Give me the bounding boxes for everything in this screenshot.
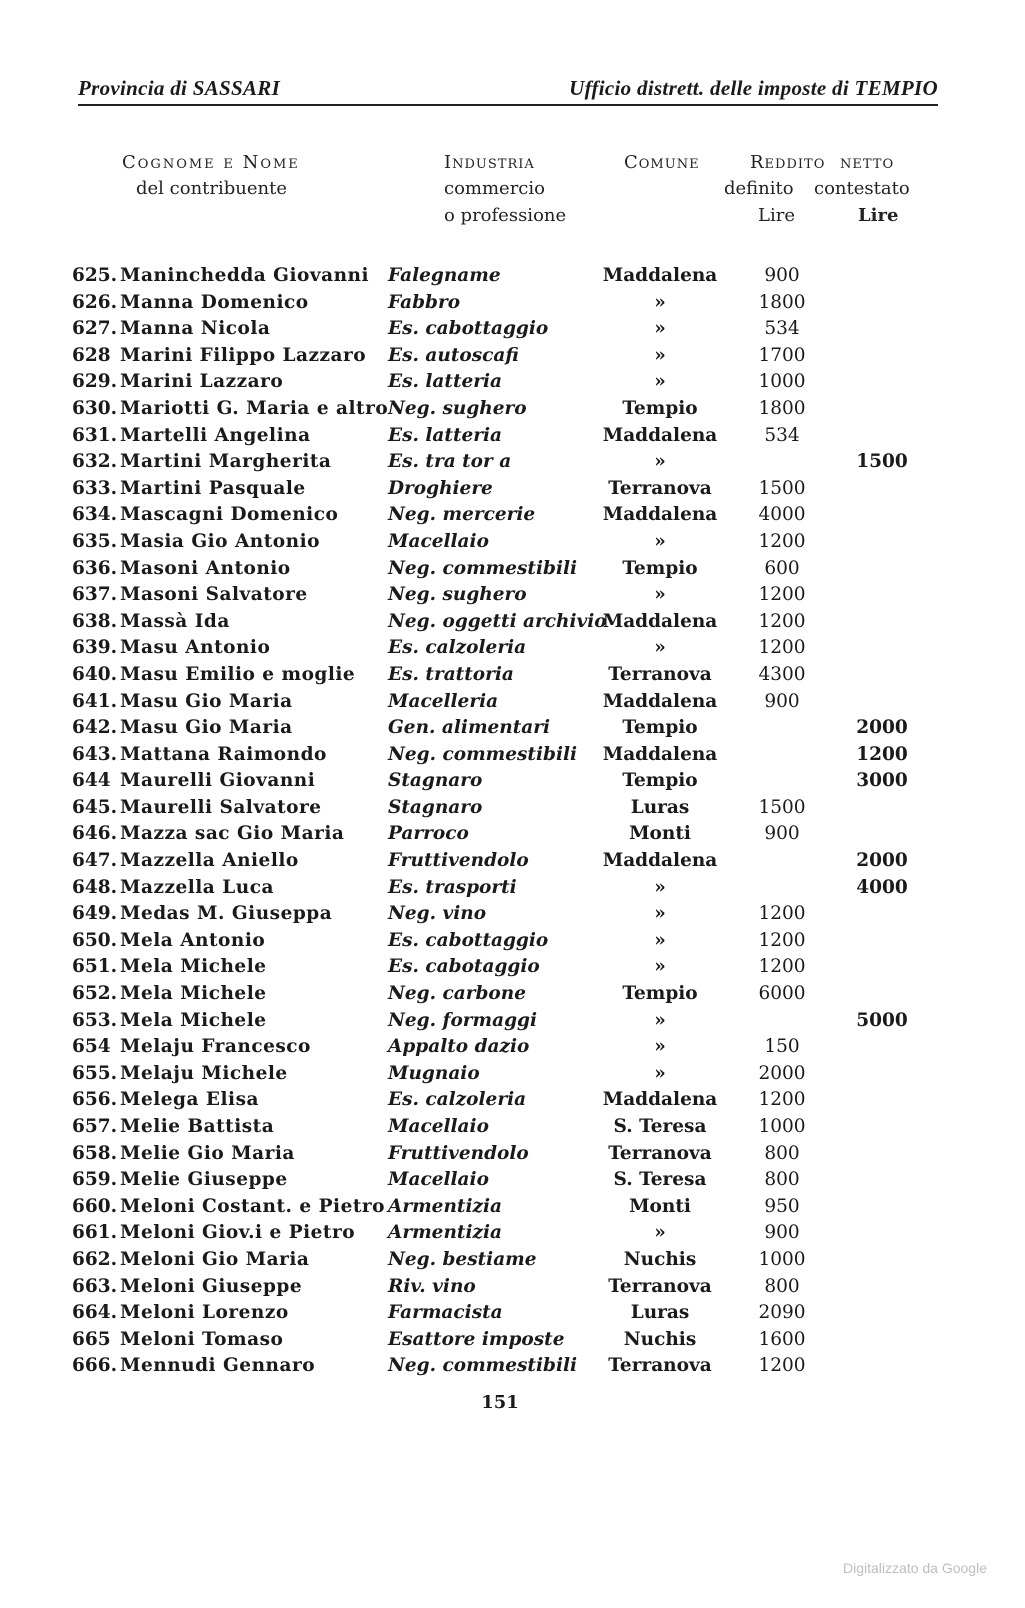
industry-cell: Es. cabottaggio — [388, 929, 549, 951]
col-reddito-heading: Reddito — [750, 152, 826, 173]
industry-cell: Farmacista — [388, 1302, 503, 1324]
table-row — [72, 423, 952, 450]
comune-cell: Maddalena — [602, 504, 718, 526]
comune-cell: Monti — [629, 1195, 691, 1217]
income-definito-cell: 534 — [764, 318, 800, 340]
industry-cell: Parroco — [388, 823, 469, 845]
income-definito-cell: 150 — [764, 1036, 800, 1058]
row-number: 634. — [72, 504, 118, 526]
taxpayer-name: Masoni Salvatore — [120, 584, 308, 606]
row-number: 664. — [72, 1302, 118, 1324]
comune-cell: » — [654, 1062, 666, 1084]
row-number: 655. — [72, 1062, 118, 1084]
industry-cell: Es. tra tor a — [388, 451, 512, 473]
table-row — [72, 662, 952, 689]
col-name-heading: Cognome e Nome — [122, 152, 300, 173]
table-row — [72, 396, 952, 423]
industry-cell: Macelleria — [388, 690, 499, 712]
table-row — [72, 502, 952, 529]
income-contestato-cell: 5000 — [856, 1009, 908, 1031]
income-definito-cell: 534 — [764, 424, 800, 446]
table-row — [72, 954, 952, 981]
page-header — [78, 74, 938, 106]
industry-cell: Esattore imposte — [388, 1328, 565, 1350]
taxpayer-name: Masu Gio Maria — [120, 717, 293, 739]
table-row — [72, 1167, 952, 1194]
row-number: 646. — [72, 823, 118, 845]
industry-cell: Es. latteria — [388, 424, 503, 446]
income-definito-cell: 1000 — [758, 1248, 806, 1270]
taxpayer-name: Mattana Raimondo — [120, 743, 327, 765]
industry-cell: Mugnaio — [388, 1062, 480, 1084]
col-lire-contestato: Lire — [858, 205, 899, 226]
header-office: Ufficio distrett. delle imposte di TEMPIO — [569, 76, 938, 100]
income-contestato-cell: 4000 — [856, 876, 908, 898]
income-definito-cell: 800 — [764, 1142, 800, 1164]
table-row — [72, 476, 952, 503]
income-definito-cell: 1500 — [758, 796, 806, 818]
income-definito-cell: 4300 — [758, 663, 806, 685]
row-number: 651. — [72, 956, 118, 978]
income-contestato-cell: 3000 — [856, 770, 908, 792]
taxpayer-name: Melie Giuseppe — [120, 1169, 288, 1191]
row-number: 636. — [72, 557, 118, 579]
row-number: 665 — [72, 1328, 111, 1350]
col-netto-heading: netto — [840, 152, 895, 173]
industry-cell: Neg. oggetti archivio — [388, 610, 607, 632]
taxpayer-name: Martelli Angelina — [120, 424, 311, 446]
table-row — [72, 1247, 952, 1274]
industry-cell: Neg. commestibili — [388, 557, 578, 579]
row-number: 652. — [72, 983, 118, 1005]
taxpayer-name: Massà Ida — [120, 610, 230, 632]
row-number: 648. — [72, 876, 118, 898]
table-row — [72, 582, 952, 609]
taxpayer-name: Maurelli Giovanni — [120, 770, 316, 792]
taxpayer-name: Maurelli Salvatore — [120, 796, 322, 818]
income-definito-cell: 800 — [764, 1169, 800, 1191]
income-definito-cell: 1600 — [758, 1328, 806, 1350]
income-definito-cell: 800 — [764, 1275, 800, 1297]
industry-cell: Stagnaro — [388, 796, 483, 818]
row-number: 663. — [72, 1275, 118, 1297]
comune-cell: Tempio — [622, 770, 698, 792]
income-definito-cell: 900 — [764, 690, 800, 712]
comune-cell: Tempio — [622, 557, 698, 579]
taxpayer-name: Melaju Michele — [120, 1062, 288, 1084]
taxpayer-name: Mazza sac Gio Maria — [120, 823, 345, 845]
table-row — [72, 1008, 952, 1035]
row-number: 642. — [72, 717, 118, 739]
table-row — [72, 1220, 952, 1247]
row-number: 662. — [72, 1248, 118, 1270]
taxpayer-name: Martini Pasquale — [120, 477, 306, 499]
row-number: 640. — [72, 663, 118, 685]
taxpayer-name: Melaju Francesco — [120, 1036, 311, 1058]
taxpayer-name: Mela Michele — [120, 983, 267, 1005]
col-industry-heading: Industria — [444, 152, 535, 173]
row-number: 637. — [72, 584, 118, 606]
industry-cell: Macellaio — [388, 530, 489, 552]
taxpayer-name: Masia Gio Antonio — [120, 530, 320, 552]
table-row — [72, 928, 952, 955]
industry-cell: Neg. carbone — [388, 983, 526, 1005]
taxpayer-name: Mariotti G. Maria e altro — [120, 397, 389, 419]
comune-cell: » — [654, 584, 666, 606]
comune-cell: » — [654, 451, 666, 473]
header-province: Provincia di SASSARI — [78, 76, 281, 100]
row-number: 666. — [72, 1355, 118, 1377]
taxpayer-name: Meloni Lorenzo — [120, 1302, 289, 1324]
table-row — [72, 1034, 952, 1061]
comune-cell: Monti — [629, 823, 691, 845]
table-row — [72, 795, 952, 822]
row-number: 633. — [72, 477, 118, 499]
row-number: 645. — [72, 796, 118, 818]
row-number: 631. — [72, 424, 118, 446]
income-definito-cell: 2000 — [758, 1062, 806, 1084]
comune-cell: » — [654, 371, 666, 393]
col-industry-sub1: commercio — [444, 178, 545, 199]
digitization-footer: Digitalizzato da Google — [843, 1560, 987, 1576]
comune-cell: Maddalena — [602, 690, 718, 712]
row-number: 629. — [72, 371, 118, 393]
row-number: 641. — [72, 690, 118, 712]
industry-cell: Fruttivendolo — [388, 1142, 529, 1164]
comune-cell: Terranova — [608, 1355, 712, 1377]
col-lire-definito: Lire — [758, 205, 795, 226]
taxpayer-name: Melie Gio Maria — [120, 1142, 295, 1164]
row-number: 627. — [72, 318, 118, 340]
row-number: 632. — [72, 451, 118, 473]
comune-cell: » — [654, 1009, 666, 1031]
table-row — [72, 609, 952, 636]
taxpayer-name: Meloni Giuseppe — [120, 1275, 303, 1297]
comune-cell: » — [654, 903, 666, 925]
industry-cell: Armentizia — [388, 1222, 502, 1244]
industry-cell: Es. cabotaggio — [388, 956, 540, 978]
income-definito-cell: 950 — [764, 1195, 800, 1217]
table-row — [72, 821, 952, 848]
comune-cell: » — [654, 876, 666, 898]
industry-cell: Fabbro — [388, 291, 461, 313]
table-row — [72, 981, 952, 1008]
table-row — [72, 635, 952, 662]
comune-cell: Terranova — [608, 1142, 712, 1164]
page-number: 151 — [481, 1392, 519, 1413]
table-row — [72, 1274, 952, 1301]
row-number: 635. — [72, 530, 118, 552]
industry-cell: Neg. sughero — [388, 584, 527, 606]
taxpayer-name: Mela Michele — [120, 1009, 267, 1031]
col-comune-heading: Comune — [624, 152, 700, 173]
table-row — [72, 449, 952, 476]
table-row — [72, 689, 952, 716]
taxpayer-name: Meloni Tomaso — [120, 1328, 284, 1350]
income-definito-cell: 1200 — [758, 903, 806, 925]
industry-cell: Es. trasporti — [388, 876, 517, 898]
table-row — [72, 1300, 952, 1327]
income-definito-cell: 1200 — [758, 956, 806, 978]
taxpayer-table — [72, 263, 952, 1380]
income-contestato-cell: 1500 — [856, 451, 908, 473]
comune-cell: » — [654, 1036, 666, 1058]
row-number: 639. — [72, 637, 118, 659]
table-row — [72, 1194, 952, 1221]
income-definito-cell: 1800 — [758, 291, 806, 313]
income-definito-cell: 1000 — [758, 1116, 806, 1137]
industry-cell: Neg. vino — [388, 903, 487, 925]
comune-cell: » — [654, 956, 666, 978]
comune-cell: Nuchis — [623, 1328, 697, 1350]
table-row — [72, 369, 952, 396]
comune-cell: Maddalena — [602, 743, 718, 765]
row-number: 643. — [72, 743, 118, 765]
income-definito-cell: 900 — [764, 265, 800, 286]
income-definito-cell: 1500 — [758, 477, 806, 499]
taxpayer-name: Mazzella Luca — [120, 876, 274, 898]
comune-cell: » — [654, 344, 666, 366]
col-name-sub: del contribuente — [136, 178, 288, 199]
industry-cell: Stagnaro — [388, 770, 483, 792]
taxpayer-name: Martini Margherita — [120, 451, 332, 473]
income-definito-cell: 1200 — [758, 610, 806, 632]
row-number: 657. — [72, 1116, 118, 1137]
comune-cell: Terranova — [608, 477, 712, 499]
taxpayer-name: Manna Domenico — [120, 291, 309, 313]
taxpayer-name: Masu Antonio — [120, 637, 271, 659]
taxpayer-name: Meloni Costant. e Pietro — [120, 1195, 385, 1217]
industry-cell: Droghiere — [388, 477, 493, 499]
row-number: 649. — [72, 903, 118, 925]
table-row — [72, 1353, 952, 1380]
industry-cell: Es. latteria — [388, 371, 503, 393]
table-row — [72, 1114, 952, 1141]
table-row — [72, 715, 952, 742]
row-number: 647. — [72, 850, 118, 872]
table-row — [72, 1061, 952, 1088]
taxpayer-name: Meloni Gio Maria — [120, 1248, 310, 1270]
industry-cell: Es. calzoleria — [388, 1089, 527, 1111]
table-row — [72, 316, 952, 343]
table-row — [72, 1087, 952, 1114]
table-row — [72, 343, 952, 370]
taxpayer-name: Marini Lazzaro — [120, 371, 284, 393]
income-definito-cell: 4000 — [758, 504, 806, 526]
income-definito-cell: 1000 — [758, 371, 806, 393]
income-definito-cell: 900 — [764, 823, 800, 845]
taxpayer-name: Meloni Giov.i e Pietro — [120, 1222, 356, 1244]
row-number: 644 — [72, 770, 111, 792]
table-row — [72, 1141, 952, 1168]
row-number: 625. — [72, 265, 118, 286]
income-definito-cell: 1200 — [758, 584, 806, 606]
industry-cell: Neg. commestibili — [388, 743, 578, 765]
row-number: 660. — [72, 1195, 118, 1217]
comune-cell: Tempio — [622, 983, 698, 1005]
income-definito-cell: 600 — [764, 557, 800, 579]
industry-cell: Es. calzoleria — [388, 637, 527, 659]
income-definito-cell: 1700 — [758, 344, 806, 366]
comune-cell: S. Teresa — [613, 1169, 707, 1191]
taxpayer-name: Mascagni Domenico — [120, 504, 339, 526]
table-row — [72, 529, 952, 556]
comune-cell: Terranova — [608, 1275, 712, 1297]
row-number: 626. — [72, 291, 118, 313]
industry-cell: Neg. bestiame — [388, 1248, 537, 1270]
taxpayer-name: Mela Antonio — [120, 929, 266, 951]
industry-cell: Es. cabottaggio — [388, 318, 549, 340]
comune-cell: Terranova — [608, 663, 712, 685]
comune-cell: » — [654, 318, 666, 340]
income-contestato-cell: 2000 — [856, 717, 908, 739]
income-definito-cell: 2090 — [758, 1302, 806, 1324]
income-definito-cell: 1200 — [758, 1355, 806, 1377]
table-row — [72, 901, 952, 928]
row-number: 656. — [72, 1089, 118, 1111]
industry-cell: Neg. mercerie — [388, 504, 536, 526]
taxpayer-name: Mennudi Gennaro — [120, 1355, 316, 1377]
comune-cell: Maddalena — [602, 610, 718, 632]
comune-cell: » — [654, 1222, 666, 1244]
table-row — [72, 1327, 952, 1354]
comune-cell: » — [654, 929, 666, 951]
taxpayer-name: Mazzella Aniello — [120, 850, 299, 872]
taxpayer-name: Masu Emilio e moglie — [120, 663, 356, 685]
row-number: 654 — [72, 1036, 111, 1058]
comune-cell: Nuchis — [623, 1248, 697, 1270]
industry-cell: Falegname — [388, 265, 501, 286]
industry-cell: Neg. commestibili — [388, 1355, 578, 1377]
industry-cell: Macellaio — [388, 1169, 489, 1191]
taxpayer-name: Melie Battista — [120, 1116, 275, 1137]
taxpayer-name: Manna Nicola — [120, 318, 271, 340]
col-definito-heading: definito — [724, 178, 794, 199]
income-definito-cell: 1800 — [758, 397, 806, 419]
taxpayer-name: Medas M. Giuseppa — [120, 903, 333, 925]
row-number: 653. — [72, 1009, 118, 1031]
income-definito-cell: 900 — [764, 1222, 800, 1244]
row-number: 650. — [72, 929, 118, 951]
industry-cell: Macellaio — [388, 1116, 489, 1137]
taxpayer-name: Maninchedda Giovanni — [120, 265, 370, 286]
taxpayer-name: Melega Elisa — [120, 1089, 259, 1111]
comune-cell: S. Teresa — [613, 1116, 707, 1137]
table-row — [72, 875, 952, 902]
industry-cell: Fruttivendolo — [388, 850, 529, 872]
comune-cell: Maddalena — [602, 1089, 718, 1111]
comune-cell: » — [654, 291, 666, 313]
income-contestato-cell: 1200 — [856, 743, 908, 765]
comune-cell: Tempio — [622, 717, 698, 739]
table-row — [72, 848, 952, 875]
taxpayer-name: Marini Filippo Lazzaro — [120, 344, 367, 366]
industry-cell: Appalto dazio — [388, 1036, 530, 1058]
industry-cell: Es. autoscafi — [388, 344, 519, 366]
comune-cell: Tempio — [622, 397, 698, 419]
industry-cell: Gen. alimentari — [388, 717, 551, 739]
col-industry-sub2: o professione — [444, 205, 567, 226]
row-number: 630. — [72, 397, 118, 419]
income-definito-cell: 1200 — [758, 1089, 806, 1111]
table-row — [72, 556, 952, 583]
row-number: 628 — [72, 344, 111, 366]
comune-cell: Maddalena — [602, 265, 718, 286]
industry-cell: Neg. formaggi — [388, 1009, 538, 1031]
income-definito-cell: 6000 — [758, 983, 806, 1005]
industry-cell: Neg. sughero — [388, 397, 527, 419]
industry-cell: Es. trattoria — [388, 663, 514, 685]
taxpayer-name: Mela Michele — [120, 956, 267, 978]
comune-cell: » — [654, 530, 666, 552]
taxpayer-name: Masu Gio Maria — [120, 690, 293, 712]
income-definito-cell: 1200 — [758, 530, 806, 552]
income-definito-cell: 1200 — [758, 929, 806, 951]
taxpayer-name: Masoni Antonio — [120, 557, 291, 579]
industry-cell: Riv. vino — [388, 1275, 476, 1297]
row-number: 661. — [72, 1222, 118, 1244]
table-row — [72, 742, 952, 769]
row-number: 659. — [72, 1169, 118, 1191]
row-number: 638. — [72, 610, 118, 632]
table-row — [72, 768, 952, 795]
table-row — [72, 263, 952, 290]
comune-cell: » — [654, 637, 666, 659]
comune-cell: Luras — [630, 1302, 690, 1324]
comune-cell: Maddalena — [602, 850, 718, 872]
income-contestato-cell: 2000 — [856, 850, 908, 872]
industry-cell: Armentizia — [388, 1195, 502, 1217]
row-number: 658. — [72, 1142, 118, 1164]
col-contestato-heading: contestato — [814, 178, 910, 199]
comune-cell: Luras — [630, 796, 690, 818]
table-row — [72, 290, 952, 317]
income-definito-cell: 1200 — [758, 637, 806, 659]
comune-cell: Maddalena — [602, 424, 718, 446]
